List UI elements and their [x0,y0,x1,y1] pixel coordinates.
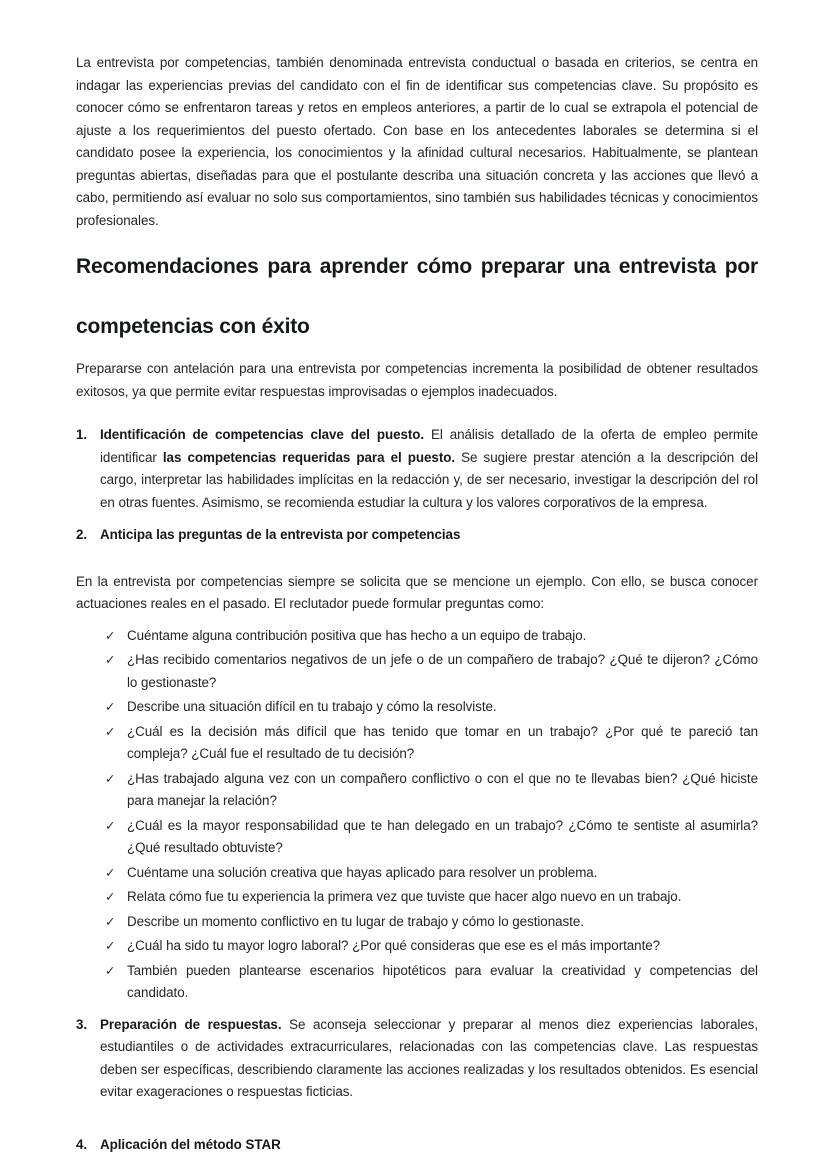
check-mark-icon: ✓ [105,696,115,719]
list-marker: 3. [76,1014,87,1037]
list-item [105,815,758,860]
check-mark-icon: ✓ [105,862,115,885]
list-item [105,625,758,648]
list-item [105,935,758,958]
list-item-label: ¿Cuál ha sido tu mayor logro laboral? ¿Por qué consideras que ese es el más importante? [127,938,660,953]
list-item [76,424,758,514]
list-item [105,886,758,909]
list-item [76,524,758,547]
list-item [105,649,758,694]
check-mark-icon: ✓ [105,649,115,672]
spacer [76,557,758,571]
recommendations-list-part-2 [76,1014,758,1104]
check-mark-icon: ✓ [105,815,115,838]
list-item-label: Describe una situación difícil en tu trabajo y cómo la resolviste. [127,699,497,714]
list-item [105,768,758,813]
list-item [76,1134,758,1156]
intro-paragraph: La entrevista por competencias, también denominada entrevista conductual o basada en criterios, se centra en indagar las experiencias previas del candidato con el fin de identificar sus competencias clave. Su propósito es conocer cómo se enfrentaron tareas y retos en empleos anteriores, a partir de lo cual se extrapola el potencial de ajuste a los requerimientos del puesto ofertado. Con base en los antecedentes laborales se determina si el candidato posee la experiencia, los conocimientos y la afinidad cultural necesarios. Habitualmente, se plantean preguntas abiertas, diseñadas para que el postulante describa una situación concreta y las acciones que llevó a cabo, permitiendo así evaluar no solo sus comportamientos, sino también sus habilidades técnicas y conocimientos profesionales. [76,52,758,232]
list-item-bold-lead: Anticipa las preguntas de la entrevista por competencias [100,527,460,542]
list-item-bold-lead: Identificación de competencias clave del puesto. [100,427,424,442]
list-item-label: Cuéntame alguna contribución positiva que has hecho a un equipo de trabajo. [127,628,586,643]
list-item-bold-lead: Aplicación del método STAR [100,1137,281,1152]
list-item [105,696,758,719]
list-item-text-part-1: Se aconseja seleccionar y preparar al menos diez experiencias laborales, estudiantiles o de actividades extracurriculares, relacionadas con las competencias clave. Las respuestas deben ser específicas, describiendo claramente las acciones realizadas y los resultados obtenidos. Es esencial evitar exageraciones o respuestas ficticias. [100,1017,758,1100]
check-mark-icon: ✓ [105,625,115,648]
list-item [105,960,758,1005]
list-marker: 4. [76,1134,87,1156]
list-item-label: ¿Has recibido comentarios negativos de un jefe o de un compañero de trabajo? ¿Qué te dijeron? ¿Cómo lo gestionaste? [127,652,758,690]
list-item-label: ¿Cuál es la decisión más difícil que has tenido que tomar en un trabajo? ¿Por qué te pareció tan compleja? ¿Cuál fue el resultado de tu decisión? [127,724,758,762]
document-body [76,52,758,1156]
section-heading-line-2: competencias con éxito [76,312,758,342]
list-item [105,721,758,766]
check-mark-icon: ✓ [105,886,115,909]
list-item-bold-mid: las competencias requeridas para el puesto. [163,450,455,465]
questions-intro-paragraph: En la entrevista por competencias siempre se solicita que se mencione un ejemplo. Con ello, se busca conocer actuaciones reales en el pasado. El reclutador puede formular preguntas como: [76,571,758,616]
check-mark-icon: ✓ [105,935,115,958]
list-item [105,862,758,885]
section-heading [76,252,758,342]
lead-paragraph: Prepararse con antelación para una entrevista por competencias incrementa la posibilidad de obtener resultados exitosos, ya que permite evitar respuestas improvisadas o ejemplos inadecuados. [76,358,758,403]
sample-questions-list [76,625,758,1005]
list-item-label: ¿Cuál es la mayor responsabilidad que te han delegado en un trabajo? ¿Cómo te sentiste al asumirla? ¿Qué resultado obtuviste? [127,818,758,856]
list-item [76,1014,758,1104]
list-marker: 2. [76,524,87,547]
check-mark-icon: ✓ [105,960,115,983]
section-heading-line-1: Recomendaciones para aprender cómo preparar una entrevista por [76,252,758,312]
list-item-label: ¿Has trabajado alguna vez con un compañero conflictivo o con el que no te llevabas bien? ¿Qué hiciste para manejar la relación? [127,771,758,809]
list-item-bold-lead: Preparación de respuestas. [100,1017,282,1032]
recommendations-list-part-3 [76,1134,758,1156]
list-marker: 1. [76,424,87,447]
list-item-label: Relata cómo fue tu experiencia la primera vez que tuviste que hacer algo nuevo en un trabajo. [127,889,681,904]
list-item-label: Describe un momento conflictivo en tu lugar de trabajo y cómo lo gestionaste. [127,914,584,929]
list-item-text-part-2: Se sugiere prestar atención a la descripción del cargo, interpretar las habilidades implícitas en la redacción y, de ser necesario, investigar la descripción del rol en otras fuentes. Asimismo, se recomienda estudiar la cultura y los valores corporativos de la empresa. [100,450,758,510]
list-item-text-part-1: El análisis detallado de la oferta de empleo permite identificar [100,427,758,465]
spacer [76,1114,758,1134]
check-mark-icon: ✓ [105,721,115,744]
check-mark-icon: ✓ [105,768,115,791]
spacer [76,416,758,424]
list-item-label: Cuéntame una solución creativa que hayas aplicado para resolver un problema. [127,865,597,880]
list-item-label: También pueden plantearse escenarios hipotéticos para evaluar la creatividad y competencias del candidato. [127,963,758,1001]
recommendations-list-part-1 [76,424,758,547]
list-item [105,911,758,934]
check-mark-icon: ✓ [105,911,115,934]
